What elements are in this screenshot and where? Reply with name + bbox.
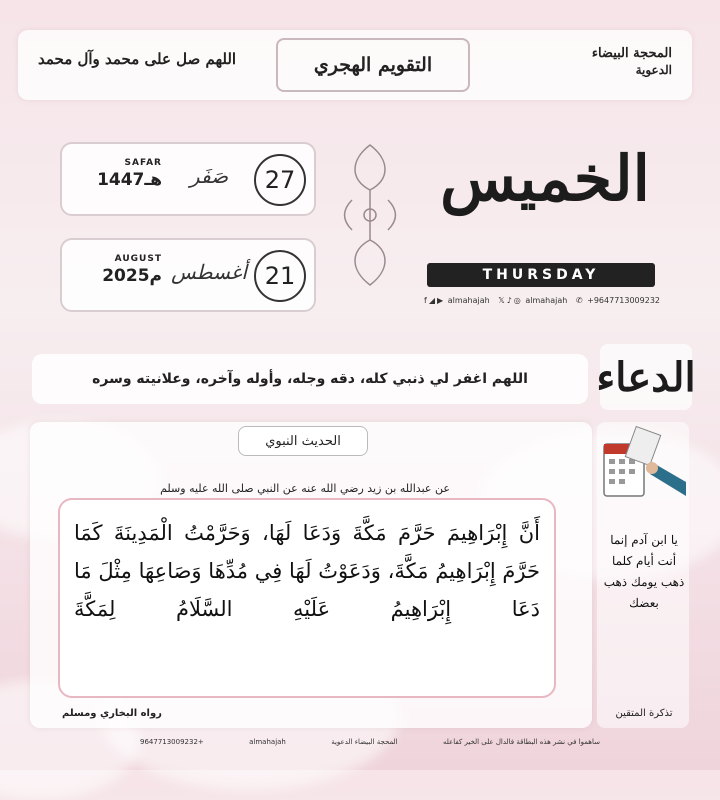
footer xyxy=(140,738,600,746)
hijri-month-ar: صَفَر xyxy=(189,164,229,188)
hadith-text: أَنَّ إِبْرَاهِيمَ حَرَّمَ مَكَّةَ وَدَعَا لَهَا، وَحَرَّمْتُ الْمَدِينَةَ كَمَا حَرَّمَ إِبْرَاهِيمُ مَكَّةَ، وَدَعَوْتُ لَهَا فِي مُدِّهَا وَصَاعِهَا مِثْلَ مَا دَعَا إِبْرَاهِيمُ عَلَيْهِ السَّلَامُ لِمَكَّةَ xyxy=(74,521,540,621)
social-bar xyxy=(424,296,660,305)
page-title-text: التقويم الهجري xyxy=(313,54,433,76)
side-quote: يا ابن آدم إنما أنت أيام كلما ذهب يومك ذهب بعضك xyxy=(603,533,685,610)
footer-brand: المحجة البيضاء الدعوية xyxy=(331,738,398,746)
x-icon[interactable]: 𝕏 xyxy=(498,296,505,305)
gregorian-year: 2025م xyxy=(102,266,162,286)
social-mid xyxy=(498,296,567,305)
instagram-icon[interactable]: ◎ xyxy=(513,296,521,305)
dua-text: اللهم اغفر لي ذنبي كله، دقه وجله، وأوله وآخره، وعلانيته وسره xyxy=(92,371,528,387)
hijri-day: 27 xyxy=(254,154,306,206)
youtube-icon[interactable]: ▶ xyxy=(436,296,444,305)
footer-phone[interactable]: +9647713009232 xyxy=(140,738,204,746)
hadith-narrator: عن عبدالله بن زيد رضي الله عنه عن النبي صلى الله عليه وسلم xyxy=(160,482,450,495)
hijri-month-en: SAFAR xyxy=(124,158,162,168)
telegram-icon[interactable]: ◢ xyxy=(428,296,435,305)
gregorian-month-en: AUGUST xyxy=(114,254,162,264)
brand-logo xyxy=(592,46,672,78)
dua-title-text: الدعاء xyxy=(596,353,696,401)
hijri-latin xyxy=(76,158,162,190)
social-handle-1[interactable]: almahajah xyxy=(447,296,490,305)
facebook-icon[interactable]: f xyxy=(424,296,427,305)
weekday-arabic: الخميس xyxy=(440,142,650,215)
footer-handle[interactable]: almahajah xyxy=(249,738,286,746)
ornament-icon xyxy=(340,140,400,290)
hadith-box xyxy=(58,498,556,698)
header xyxy=(18,30,692,100)
gregorian-latin xyxy=(76,254,162,286)
social-handle-2[interactable]: almahajah xyxy=(525,296,568,305)
brand-line1: المحجة البيضاء xyxy=(591,46,672,61)
weekday-english-text: THURSDAY xyxy=(482,267,600,283)
hijri-year: 1447هـ xyxy=(97,170,162,190)
footer-text: ساهموا في نشر هذه البطاقة فالدال على الخير كفاعله xyxy=(442,738,600,746)
gregorian-month-ar: أغسطس xyxy=(171,260,247,284)
hadith-source: رواه البخاري ومسلم xyxy=(62,708,162,719)
gregorian-day: 21 xyxy=(254,250,306,302)
hadith-label-text: الحديث النبوي xyxy=(265,433,341,449)
hijri-date-card xyxy=(60,142,316,216)
social-left xyxy=(424,296,490,305)
dua-title xyxy=(596,344,696,410)
social-right xyxy=(576,296,660,305)
hadith-label xyxy=(238,426,368,456)
tiktok-icon[interactable]: ♪ xyxy=(506,296,512,305)
calendar-illustration-icon xyxy=(600,424,688,504)
page-title xyxy=(276,38,470,92)
social-phone[interactable]: +9647713009232 xyxy=(587,296,660,305)
weekday-english xyxy=(427,263,655,287)
salawat-text: اللهم صل على محمد وآل محمد xyxy=(38,50,237,68)
gregorian-date-card xyxy=(60,238,316,312)
brand-line2: الدعوية xyxy=(635,63,672,77)
whatsapp-icon[interactable]: ✆ xyxy=(575,296,583,305)
dua-text-box xyxy=(32,354,588,404)
side-title: تذكرة المتقين xyxy=(615,708,673,719)
